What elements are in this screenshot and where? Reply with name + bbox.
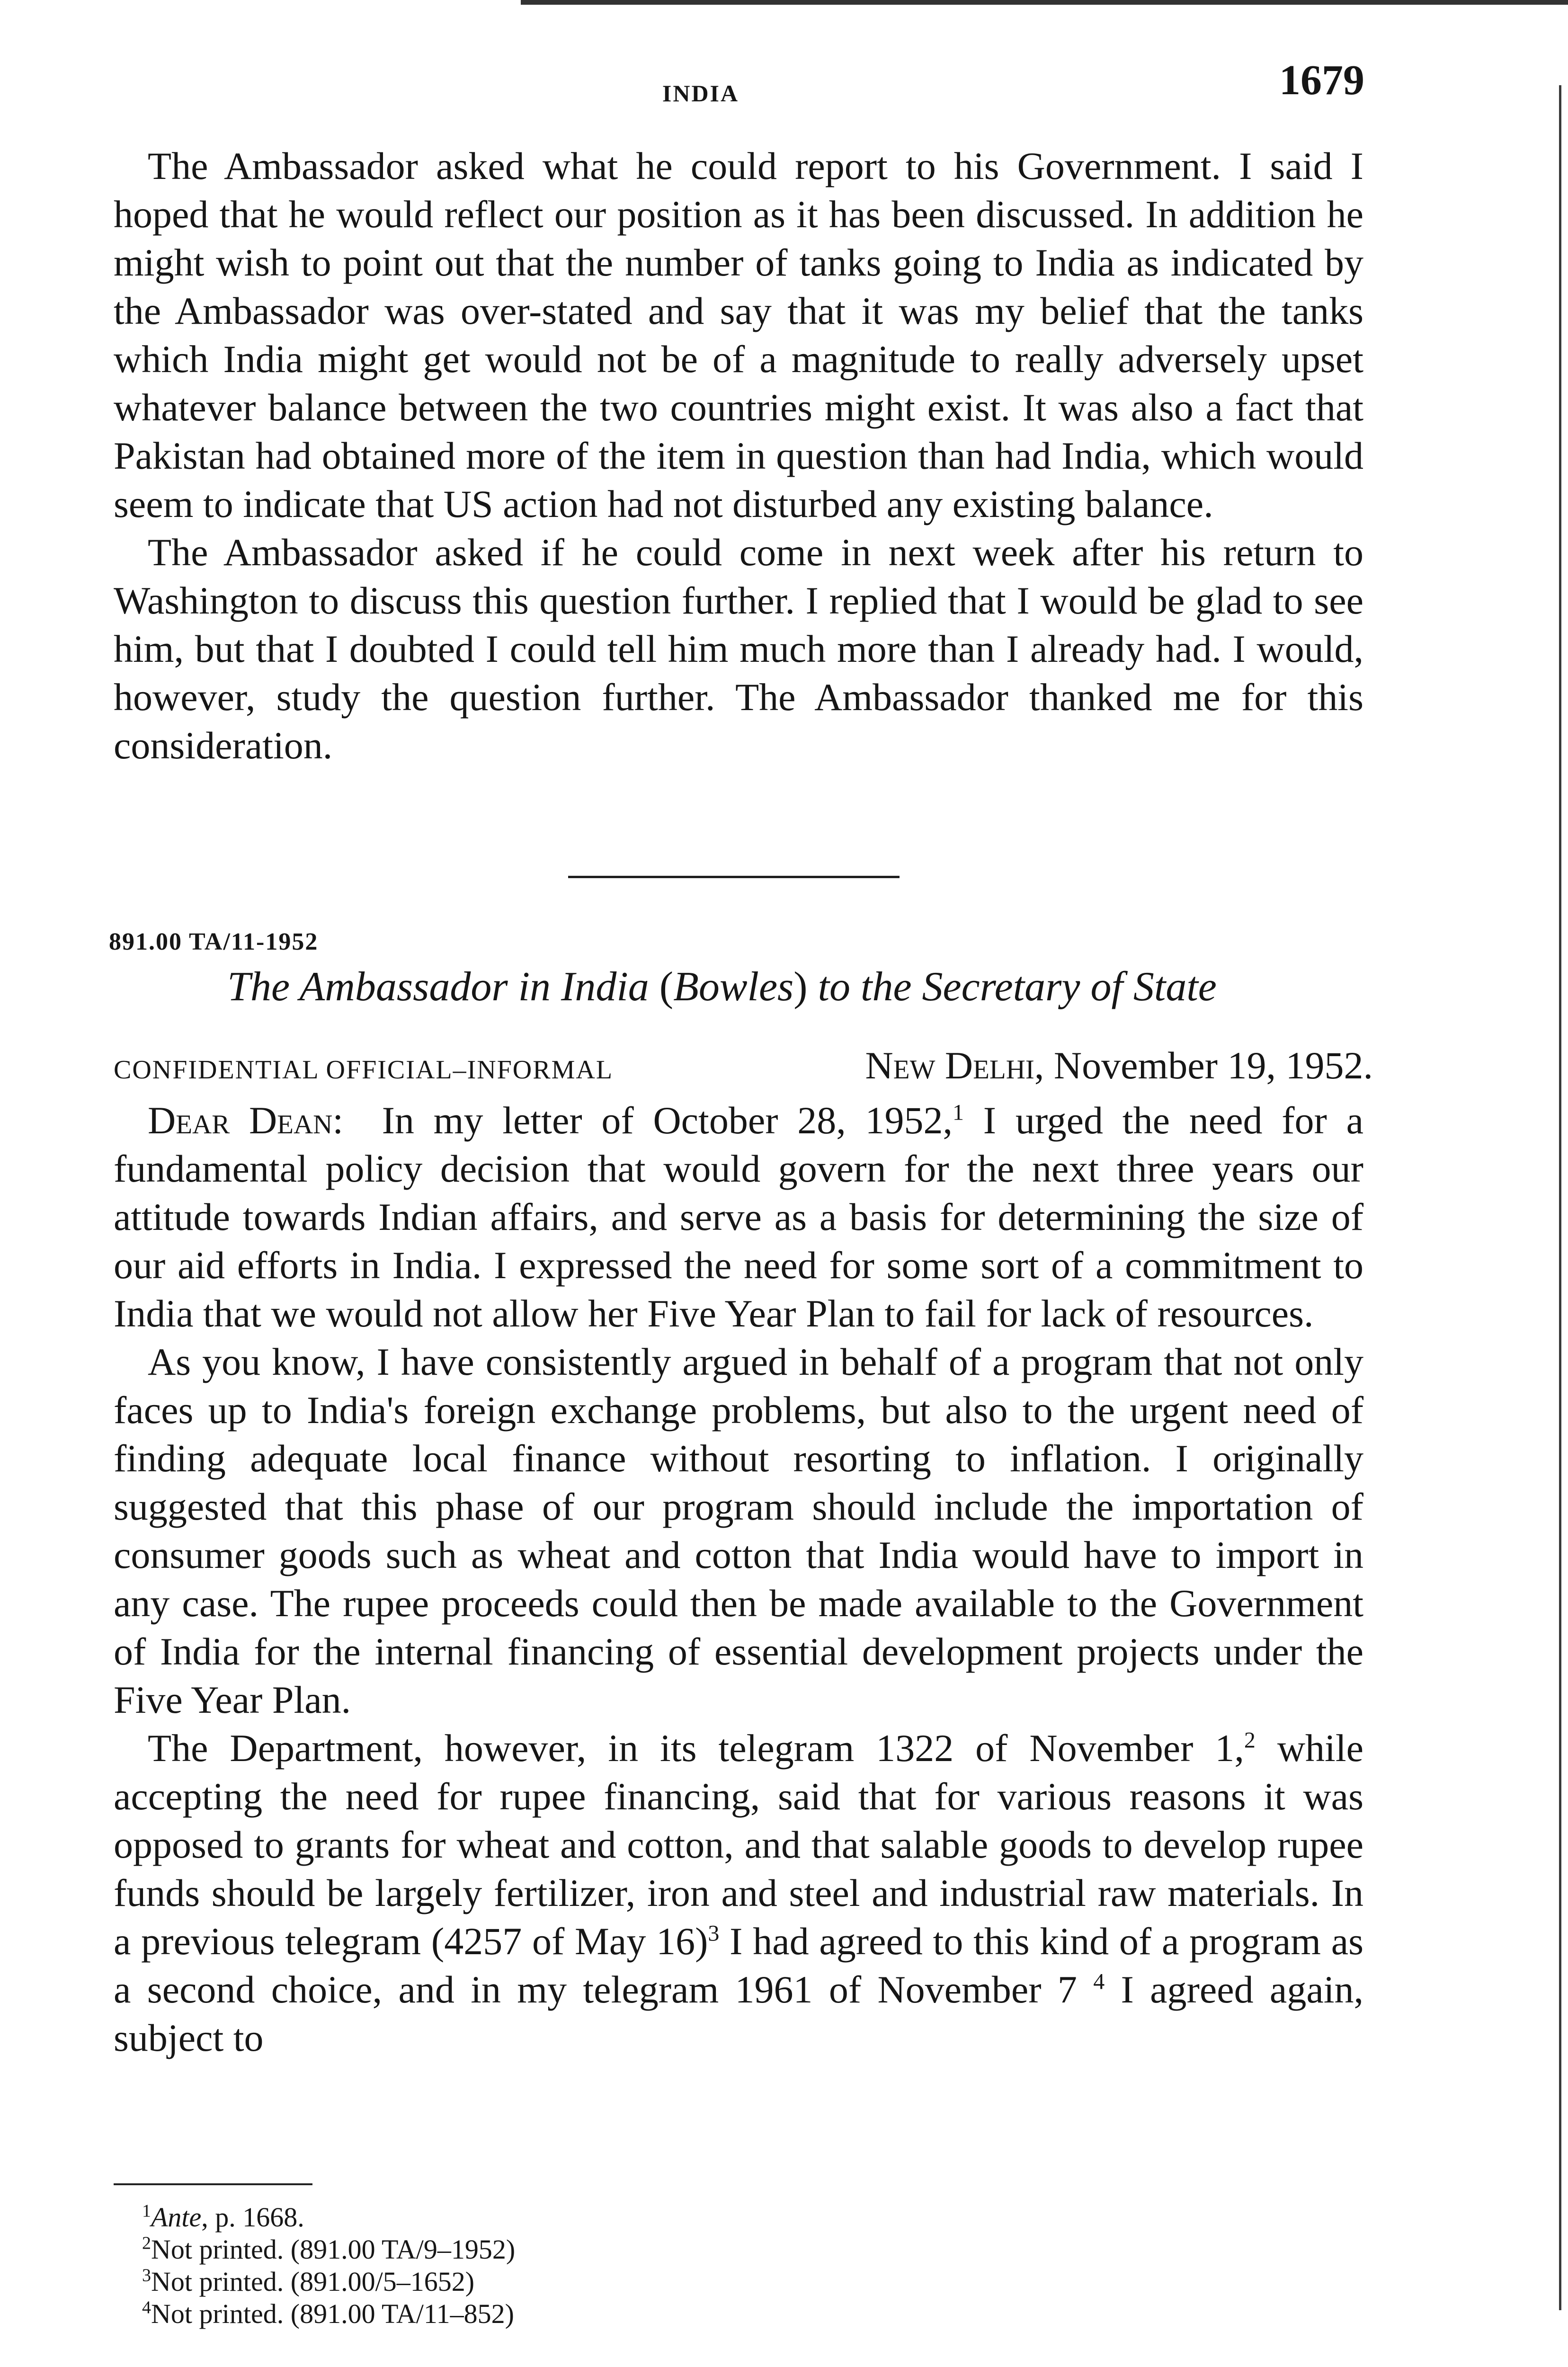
footnote-ref: 2	[1244, 1727, 1256, 1753]
salutation-colon: :	[332, 1099, 344, 1142]
footnotes	[142, 2201, 515, 2330]
right-edge-shadow	[1559, 85, 1561, 2310]
paragraph-text: I had agreed to this kind of a program as a second choice, and in my telegram 1961 of November 7	[114, 1920, 1363, 2011]
dateline-place: New Delhi	[865, 1044, 1034, 1087]
paragraph	[114, 1724, 1363, 2062]
footnote-mark: 3	[142, 2265, 151, 2286]
footnote-text: , p. 1668.	[201, 2202, 304, 2233]
footnote-mark: 2	[142, 2233, 151, 2253]
footnote	[142, 2266, 515, 2298]
paragraph: As you know, I have consistently argued in behalf of a program that not only faces up to India's foreign exchange problems, but also to the urgent need of finding adequate local finance without resorting to inflation. I originally suggested that this phase of our program should include the importation of consumer goods such as wheat and cotton that India would have to import in any case. The rupee proceeds could then be made available to the Government of India for the internal financing of essential development projects under the Five Year Plan.	[114, 1340, 1363, 1721]
page-number: 1679	[1279, 57, 1364, 104]
footnote-ref: 3	[708, 1921, 720, 1946]
footnote-ref: 1	[953, 1100, 964, 1125]
document-heading	[0, 961, 1444, 1013]
footnote-text: Not printed. (891.00/5–1652)	[151, 2266, 475, 2297]
paragraph-text: In my letter of October 28, 1952,	[382, 1099, 953, 1142]
top-edge-rule	[521, 0, 1568, 5]
dateline-row	[114, 1041, 1373, 1094]
paragraph	[114, 1096, 1363, 1338]
letter-body	[114, 1096, 1363, 2062]
footnote-mark: 1	[142, 2201, 151, 2221]
footnote-italic: Ante	[151, 2202, 202, 2233]
heading-text-end: to the Secretary of State	[807, 964, 1217, 1010]
heading-paren-close: )	[793, 964, 808, 1010]
heading-paren-open: (	[659, 964, 674, 1010]
dateline	[865, 1041, 1373, 1090]
paragraph-text: I agreed again, subject to	[114, 1968, 1363, 2059]
footnote	[142, 2201, 515, 2234]
classification-marking: CONFIDENTIAL OFFICIAL–INFORMAL	[114, 1055, 614, 1085]
footnote	[142, 2298, 515, 2330]
footnote-text: Not printed. (891.00 TA/11–852)	[151, 2298, 514, 2329]
heading-author: Bowles	[673, 964, 794, 1010]
heading-text: The Ambassador in India	[227, 964, 659, 1010]
salutation: Dear Dean	[148, 1099, 333, 1142]
section-divider	[568, 876, 900, 878]
paragraph: The Ambassador asked what he could report to his Government. I said I hoped that he would reflect our position as it has been discussed. In addition he might wish to point out that the number of tanks going to India as indicated by the Ambassador was over-stated and say that it was my belief that the tanks which India might get would not be of a magnitude to really adversely upset whatever balance between the two countries might exist. It was also a fact that Pakistan had obtained more of the item in question than had India, which would seem to indicate that US action had not disturbed any existing balance.	[114, 144, 1363, 525]
dateline-date: , November 19, 1952.	[1034, 1044, 1373, 1087]
paragraph-text: I urged the need for a fundamental policy decision that would govern for the next three years our attitude towards Indian affairs, and serve as a basis for determining the size of our aid efforts in India. I expressed the need for some sort of a commitment to India that we would not allow her Five Year Plan to fail for lack of resources.	[114, 1099, 1363, 1335]
paragraph-text: while accepting the need for rupee financing, said that for various reasons it was opposed to grants for wheat and cotton, and that salable goods to develop rupee funds should be largely fertilizer, iron and steel and industrial raw materials. In a previous telegram (4257 of May 16)	[114, 1726, 1363, 1963]
paragraph: The Ambassador asked if he could come in next week after his return to Washington to discuss this question further. I replied that I would be glad to see him, but that I doubted I could tell him much more than I already had. I would, however, study the question further. The Ambassador thanked me for this consideration.	[114, 531, 1363, 767]
continuation-text	[114, 142, 1363, 770]
footnote-rule	[114, 2183, 312, 2185]
running-head: INDIA	[662, 80, 739, 107]
file-number: 891.00 TA/11-1952	[109, 928, 319, 955]
footnote	[142, 2234, 515, 2266]
paragraph-text: The Department, however, in its telegram 1322 of November 1,	[148, 1726, 1244, 1770]
footnote-ref: 4	[1093, 1969, 1105, 1994]
footnote-text: Not printed. (891.00 TA/9–1952)	[151, 2234, 516, 2265]
footnote-mark: 4	[142, 2297, 151, 2318]
